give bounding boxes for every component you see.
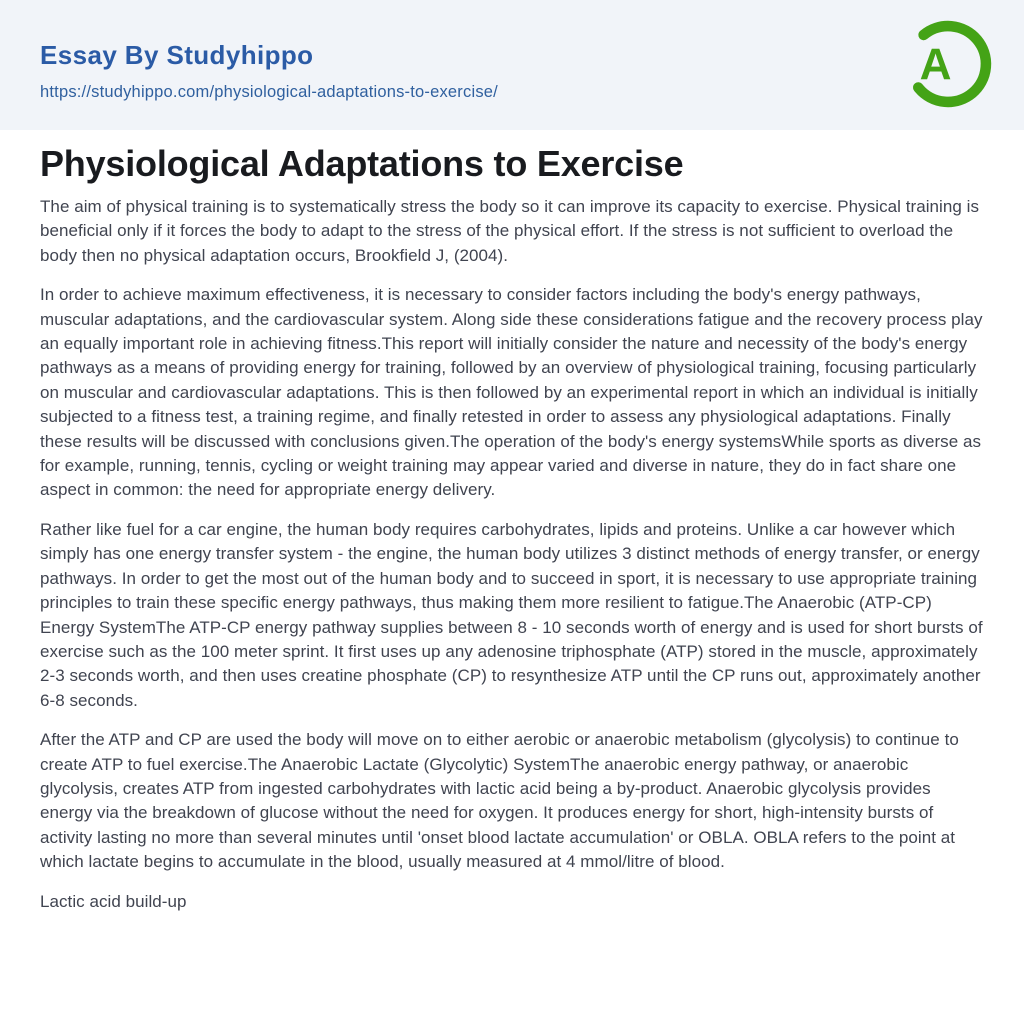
- paragraph-anaerobic-lactate: After the ATP and CP are used the body will move on to either aerobic or anaerobic metabolism (glycolysis) to continue to create ATP to fuel exercise.The Anaerobic Lactate (Glycolytic) SystemThe anaerobic energy pathway, or anaerobic glycolysis, creates ATP from ingested carbohydrates with lactic acid being a by-product. Anaerobic glycolysis provides energy via the breakdown of glucose without the need for oxygen. It produces energy for short, high-intensity bursts of activity lasting no more than several minutes until 'onset blood lactate accumulation' or OBLA. OBLA refers to the point at which lactate begins to accumulate in the blood, usually measured at 4 mmol/litre of blood.: [40, 730, 959, 872]
- page-header: [0, 0, 1024, 130]
- source-url-link[interactable]: https://studyhippo.com/physiological-adaptations-to-exercise/: [40, 83, 498, 101]
- paragraph-effectiveness: In order to achieve maximum effectiveness, it is necessary to consider factors including the body's energy pathways, muscular adaptations, and the cardiovascular system. Along side these considerations fatigue and the recovery process play an equally important role in achieving fitness.This report will initially consider the nature and necessity of the body's energy pathways as a means of providing energy for training, followed by an overview of physiological training, focusing particularly on muscular and cardiovascular adaptations. This is then followed by an experimental report in which an individual is initially subjected to a fitness test, a training regime, and finally retested in order to assess any physiological adaptations. Finally these results will be discussed with conclusions given.The operation of the body's energy systemsWhile sports as diverse as for example, running, tennis, cycling or weight training may appear varied and diverse in nature, they do in fact share one aspect in common: the need for appropriate energy delivery.: [40, 285, 983, 500]
- paragraph-energy-pathways: Rather like fuel for a car engine, the human body requires carbohydrates, lipids and proteins. Unlike a car however which simply has one energy transfer system - the engine, the human body utilizes 3 distinct methods of energy transfer, or energy pathways. In order to get the most out of the human body and to succeed in sport, it is necessary to use appropriate training principles to train these specific energy pathways, thus making them more resilient to fatigue.The Anaerobic (ATP-CP) Energy SystemThe ATP-CP energy pathway supplies between 8 - 10 seconds worth of energy and is used for short bursts of exercise such as the 100 meter sprint. It first uses up any adenosine triphosphate (ATP) stored in the muscle, approximately 2-3 seconds worth, and then uses creatine phosphate (CP) to resynthesize ATP until the CP runs out, approximately another 6-8 seconds.: [40, 519, 983, 710]
- studyhippo-logo-icon: [900, 16, 996, 112]
- paragraph-intro: The aim of physical training is to systematically stress the body so it can improve its capacity to exercise. Physical training is beneficial only if it forces the body to adapt to the stress of the physical effort. If the stress is not sufficient to overload the body then no physical adaptation occurs, Brookfield J, (2004).: [40, 197, 980, 265]
- page-title: Physiological Adaptations to Exercise: [40, 143, 684, 184]
- site-title: Essay By Studyhippo: [40, 40, 314, 70]
- logo-letter: A: [919, 40, 952, 90]
- paragraph-lactic-acid-heading: Lactic acid build-up: [40, 891, 187, 911]
- article-body: [0, 142, 1024, 914]
